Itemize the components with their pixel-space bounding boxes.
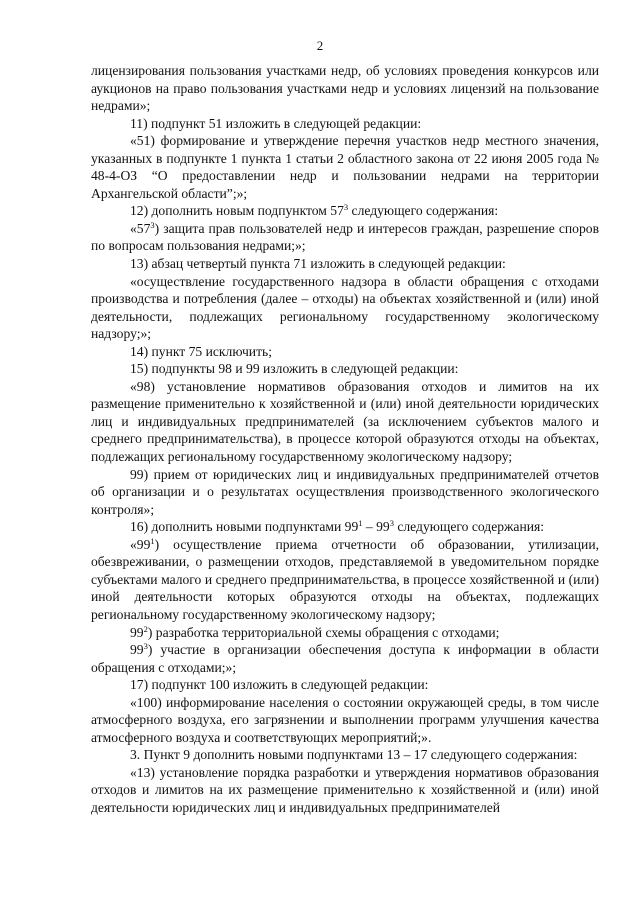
- paragraph-text: ) участие в организации обеспечения доступа к информации в области обращения с отходами;»;: [91, 642, 599, 675]
- paragraph-text: 16) дополнить новыми подпунктами 99: [130, 519, 359, 535]
- superscript: 2: [143, 623, 148, 634]
- paragraph: [91, 202, 599, 220]
- paragraph-text: 13) абзац четвертый пункта 71 изложить в следующей редакции:: [130, 256, 506, 272]
- paragraph-text: 14) пункт 75 исключить;: [130, 343, 272, 359]
- paragraph-text: ) разработка территориальной схемы обращения с отходами;: [147, 624, 500, 640]
- paragraph: [91, 746, 599, 764]
- superscript: 1: [150, 535, 155, 546]
- paragraph: [91, 518, 599, 536]
- paragraph-text: «осуществление государственного надзора в области обращения с отходами производства и потребления (далее – отходы) на объектах хозяйственной и (или) иной деятельности, подлежащих региональному государственному экологическому надзору;»;: [91, 273, 599, 342]
- paragraph: [91, 360, 599, 378]
- paragraph-text: 99: [130, 642, 144, 658]
- document-body: [91, 62, 599, 817]
- page-number: 2: [316, 38, 324, 53]
- paragraph-text: «99: [130, 536, 151, 552]
- paragraph-text: ) защита прав пользователей недр и интересов граждан, разрешение споров по вопросам пользования недрами;»;: [91, 220, 599, 254]
- paragraph: [91, 694, 599, 747]
- paragraph-text: 12) дополнить новым подпунктом 57: [130, 203, 344, 219]
- paragraph-text: – 99: [362, 519, 390, 535]
- paragraph-text: ) осуществление приема отчетности об образовании, утилизации, обезвреживании, о размещении отходов, представляемой в уведомительном порядке субъектами малого и среднего предпринимательства, в процессе хозяйственной и (или) иной деятельности которых образуются отходы на объектах, подлежащих региональному государственному экологическому надзору;: [91, 536, 599, 622]
- paragraph-text: 3. Пункт 9 дополнить новыми подпунктами 13 – 17 следующего содержания:: [130, 747, 578, 763]
- paragraph-text: следующего содержания:: [393, 519, 545, 535]
- superscript: 3: [150, 219, 155, 230]
- paragraph-text: «98) установление нормативов образования отходов и лимитов на их размещение применительно к хозяйственной и (или) иной деятельности юридических лиц и индивидуальных предпринимателей (за исключением субъектов малого и среднего предпринимательства), в процессе которой образуются отходы на объектах, подлежащих региональному государственному экологическому надзору;: [91, 378, 599, 465]
- paragraph: [91, 255, 599, 273]
- paragraph: [91, 343, 599, 361]
- paragraph-text: 11) подпункт 51 изложить в следующей редакции:: [130, 115, 422, 131]
- paragraph: [91, 641, 599, 676]
- paragraph: [91, 676, 599, 694]
- paragraph: [91, 536, 599, 624]
- paragraph-text: 99) прием от юридических лиц и индивидуальных предпринимателей отчетов об организации и о результатах осуществления производственного экологического контроля»;: [91, 466, 599, 517]
- paragraph-text: следующего содержания:: [348, 203, 499, 219]
- paragraph-text: «51) формирование и утверждение перечня участков недр местного значения, указанных в подпункте 1 пункта 1 статьи 2 областного закона от 22 июня 2005 года № 48-4-ОЗ “О предоставлении недр и пользовании недрами на территории Архангельской области”;»;: [91, 133, 599, 201]
- paragraph: [91, 624, 599, 642]
- paragraph: [91, 764, 599, 817]
- paragraph: [91, 273, 599, 343]
- paragraph: [91, 378, 599, 466]
- superscript: 3: [389, 518, 394, 529]
- paragraph-text: «100) информирование населения о состоянии окружающей среды, в том числе атмосферного воздуха, его загрязнении и выполнении программ улучшения качества атмосферного воздуха и соответствующих мероприятий;».: [91, 694, 599, 745]
- paragraph: [91, 62, 599, 115]
- paragraph: [91, 466, 599, 519]
- paragraph: [91, 220, 599, 255]
- paragraph-text: «13) установление порядка разработки и утверждения нормативов образования отходов и лимитов на их размещение применительно к хозяйственной и (или) иной деятельности юридических лиц и индивидуальных предпринимателей: [91, 764, 599, 815]
- paragraph: [91, 115, 599, 133]
- paragraph-text: 17) подпункт 100 изложить в следующей редакции:: [130, 677, 429, 693]
- superscript: 3: [143, 641, 148, 652]
- paragraph-text: «57: [130, 220, 151, 236]
- superscript: 3: [343, 202, 349, 213]
- superscript: 1: [358, 518, 363, 529]
- paragraph: [91, 132, 599, 202]
- paragraph-text: 15) подпункты 98 и 99 изложить в следующей редакции:: [130, 361, 459, 377]
- paragraph-text: лицензирования пользования участками недр, об условиях проведения конкурсов или аукционов на право пользования участками недр и условиях лицензий на пользование недрами»;: [91, 63, 599, 114]
- paragraph-text: 99: [130, 624, 144, 640]
